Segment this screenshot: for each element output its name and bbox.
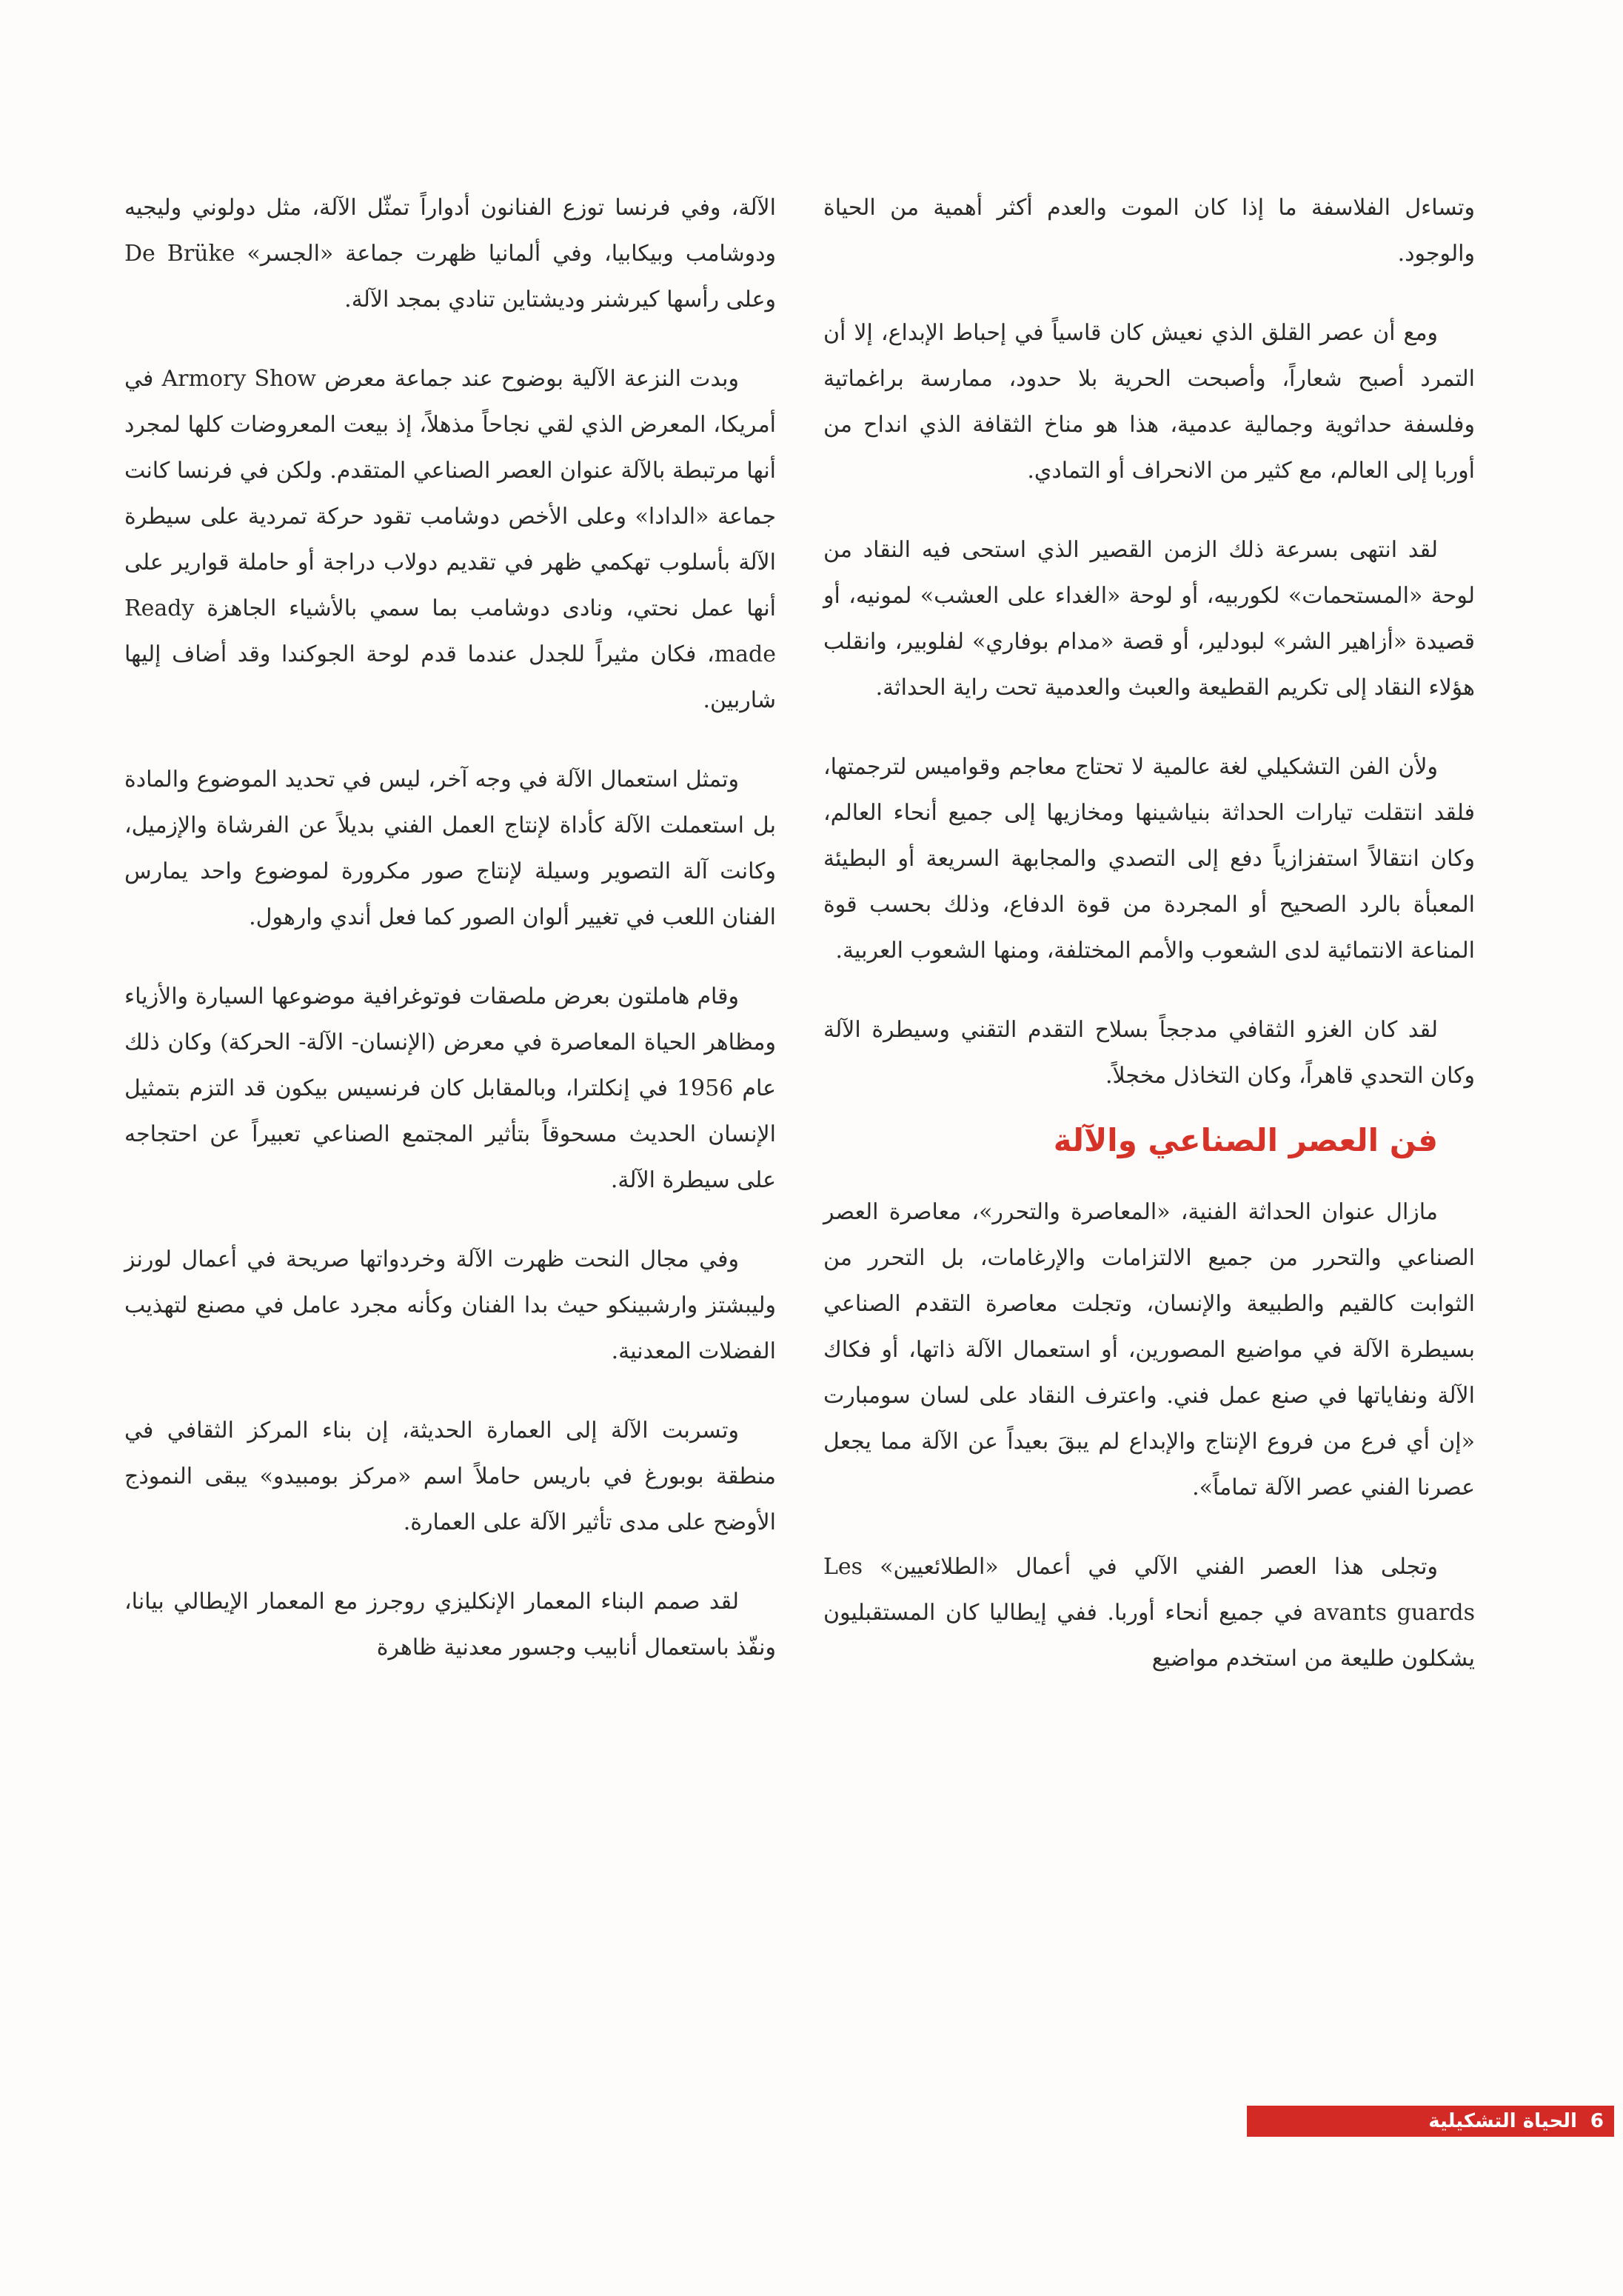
section-heading: فن العصر الصناعي والآلة (1053, 1122, 1438, 1158)
page-footer-bar (1247, 2106, 1614, 2137)
body-paragraph: وتمثل استعمال الآلة في وجه آخر، ليس في تحديد الموضوع والمادة بل استعملت الآلة كأداة لإنتاج العمل الفني بديلاً عن الفرشاة والإزميل، وكانت آلة التصوير وسيلة لإنتاج صور مكرورة لموضوع واحد يمارس الفنان اللعب في تغيير ألوان الصور كما فعل أندي وارهول. (124, 767, 776, 930)
body-paragraph: وفي مجال النحت ظهرت الآلة وخردواتها صريحة في أعمال لورنز وليبشتز وارشبينكو حيث بدا الفنان وكأنه مجرد عامل في مصنع لتهذيب الفضلات المعدنية. (124, 1247, 776, 1364)
body-paragraph: لقد كان الغزو الثقافي مدججاً بسلاح التقدم التقني وسيطرة الآلة وكان التحدي قاهراً، وكان التخاذل مخجلاً. (823, 1017, 1475, 1089)
body-paragraph: ولأن الفن التشكيلي لغة عالمية لا تحتاج معاجم وقواميس لترجمتها، فلقد انتقلت تيارات الحداثة بنياشينها ومخازيها إلى جميع أنحاء العالم، وكان انتقالاً استفزازياً دفع إلى التصدي والمجابهة السريعة أو البطيئة المعبأة بالرد الصحيح أو المجردة من قوة الدفاع، وذلك بحسب قوة المناعة الانتمائية لدى الشعوب والأمم المختلفة، ومنها الشعوب العربية. (823, 754, 1475, 964)
body-paragraph: لقد صمم البناء المعمار الإنكليزي روجرز مع المعمار الإيطالي بيانا، ونفّذ باستعمال أنابيب وجسور معدنية ظاهرة (124, 1589, 776, 1661)
body-paragraph: وتجلى هذا العصر الفني الآلي في أعمال «الطلائعيين» Les avants guards في جميع أنحاء أوربا. ففي إيطاليا كان المستقبليون يشكلون طليعة من استخدم مواضيع (823, 1554, 1475, 1672)
body-paragraph: وبدت النزعة الآلية بوضوح عند جماعة معرض Armory Show في أمريكا، المعرض الذي لقي نجاحاً مذهلاً، إذ بيعت المعروضات كلها لمجرد أنها مرتبطة بالآلة عنوان العصر الصناعي المتقدم. ولكن في فرنسا كانت جماعة «الدادا» وعلى الأخص دوشامب تقود حركة تمردية على سيطرة الآلة بأسلوب تهكمي ظهر في تقديم دولاب دراجة أو حاملة قوارير على أنها عمل نحتي، ونادى دوشامب بما سمي بالأشياء الجاهزة Ready made، فكان مثيراً للجدل عندما قدم لوحة الجوكندا وقد أضاف إليها شاربين. (124, 366, 776, 713)
body-paragraph: ومع أن عصر القلق الذي نعيش كان قاسياً في إحباط الإبداع، إلا أن التمرد أصبح شعاراً، وأصبحت الحرية بلا حدود، ممارسة براغماتية وفلسفة حداثوية وجمالية عدمية، هذا هو مناخ الثقافة الذي انداح من أوربا إلى العالم، مع كثير من الانحراف أو التمادي. (823, 320, 1475, 484)
page-number: 6 (1590, 2110, 1604, 2132)
body-paragraph: الآلة، وفي فرنسا توزع الفنانون أدواراً تمثّل الآلة، مثل دولوني وليجيه ودوشامب وبيكابيا، وفي ألمانيا ظهرت جماعة «الجسر» De Brüke وعلى رأسها كيرشنر وديشتاين تنادي بمجد الآلة. (124, 195, 776, 313)
right-column (823, 185, 1475, 1715)
body-paragraph: لقد انتهى بسرعة ذلك الزمن القصير الذي استحى فيه النقاد من لوحة «المستحمات» لكوربيه، أو لوحة «الغداء على العشب» لمونيه، أو قصيدة «أزاهير الشر» لبودلير، أو قصة «مدام بوفاري» لفلوبير، وانقلب هؤلاء النقاد إلى تكريم القطيعة والعبث والعدمية تحت راية الحداثة. (823, 537, 1475, 701)
left-column (124, 185, 776, 1704)
body-paragraph: وتساءل الفلاسفة ما إذا كان الموت والعدم أكثر أهمية من الحياة والوجود. (823, 195, 1475, 267)
body-paragraph: وقام هاملتون بعرض ملصقات فوتوغرافية موضوعها السيارة والأزياء ومظاهر الحياة المعاصرة في معرض (الإنسان- الآلة- الحركة) وكان ذلك عام 1956 في إنكلترا، وبالمقابل كان فرنسيس بيكون قد التزم بتمثيل الإنسان الحديث مسحوقاً بتأثير المجتمع الصناعي تعبيراً عن احتجاجه على سيطرة الآلة. (124, 984, 776, 1193)
body-paragraph: وتسربت الآلة إلى العمارة الحديثة، إن بناء المركز الثقافي في منطقة بوبورغ في باريس حاملاً اسم «مركز بومبيدو» يبقى النموذج الأوضح على مدى تأثير الآلة على العمارة. (124, 1418, 776, 1535)
magazine-name: الحياة التشكيلية (1428, 2110, 1577, 2132)
body-paragraph: مازال عنوان الحداثة الفنية، «المعاصرة والتحرر»، معاصرة العصر الصناعي والتحرر من جميع الالتزامات والإرغامات، بل التحرر من الثوابت كالقيم والطبيعة والإنسان، وتجلت معاصرة التقدم الصناعي بسيطرة الآلة في مواضيع المصورين، أو استعمال الآلة ذاتها، أو فكاك الآلة ونفاياتها في صنع عمل فني. واعترف النقاد على لسان سومبارت «إن أي فرع من فروع الإنتاج والإبداع لم يبقَ بعيداً عن الآلة مما يجعل عصرنا الفني عصر الآلة تماماً». (823, 1199, 1475, 1501)
